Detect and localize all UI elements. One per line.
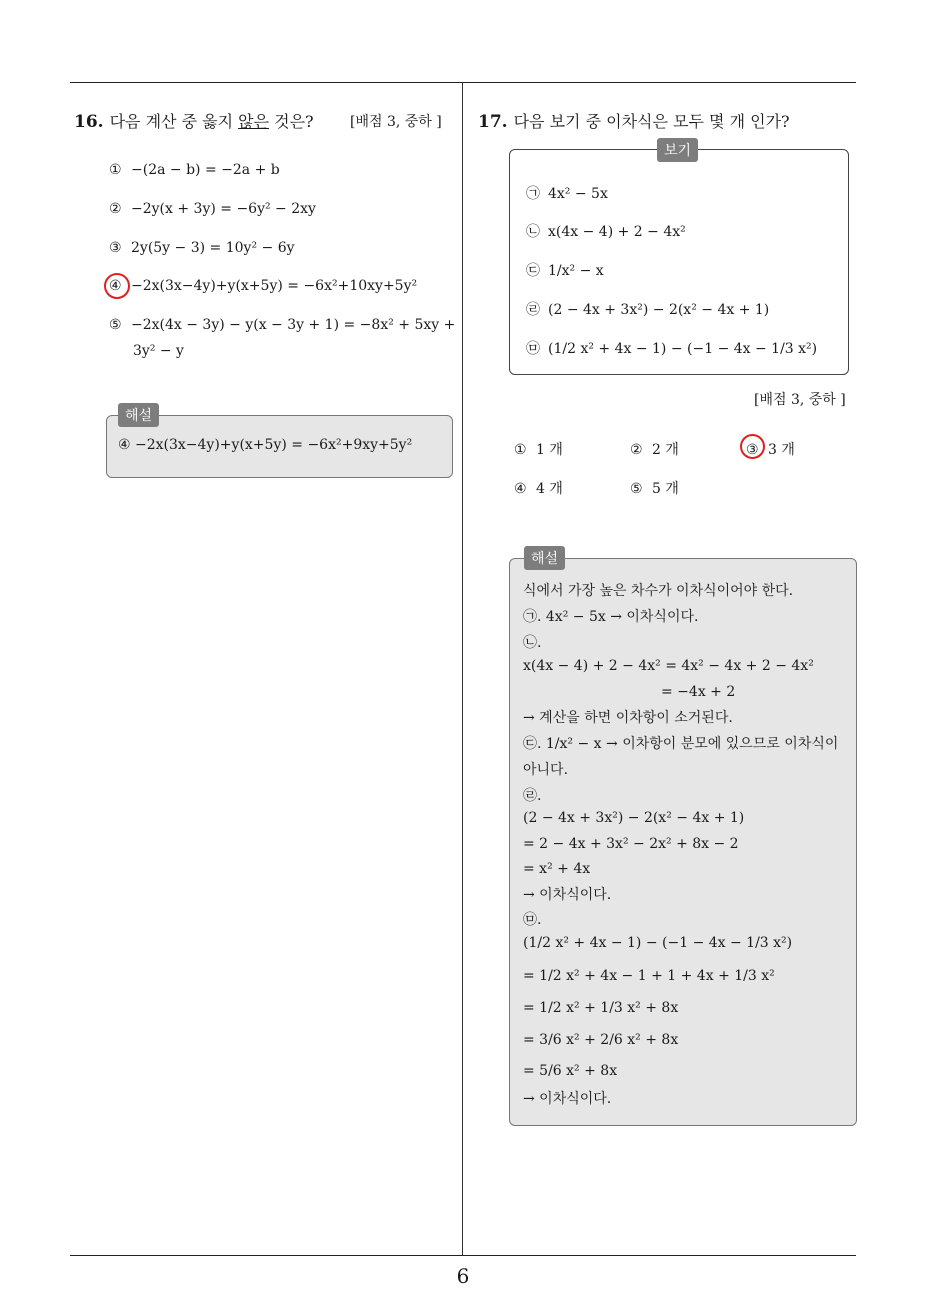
q17-choice-1-text: 1 개	[536, 442, 563, 458]
q17-header	[478, 109, 790, 132]
q17-sol-line-11: = 2 − 4x + 3x² − 2x² + 8x − 2	[523, 836, 739, 852]
q17-item-3-text: 1/x² − x	[548, 263, 604, 279]
q16-choice-2-text: −2y(x + 3y) = −6y² − 2xy	[131, 201, 316, 217]
q16-solution-tag: 해설	[118, 403, 159, 427]
q17-choice-3-num: ③	[746, 442, 759, 458]
q17-sol-line-2: ㉠. 4x² − 5x → 이차식이다.	[523, 609, 699, 625]
q17-choice-1-num: ①	[514, 442, 527, 458]
q17-sol-line-15: (1/2 x² + 4x − 1) − (−1 − 4x − 1/3 x²)	[523, 935, 793, 951]
q17-item-4-text: (2 − 4x + 3x²) − 2(x² − 4x + 1)	[548, 302, 770, 318]
q17-item-4	[526, 299, 769, 319]
q17-sol-line-14: ㉤.	[523, 912, 542, 928]
q16-number: 16.	[74, 112, 104, 132]
q17-sol-line-8: 아니다.	[523, 762, 569, 778]
q17-sol-line-19: = 5/6 x² + 8x	[523, 1063, 618, 1079]
q16-prompt-post: 것은?	[269, 112, 314, 131]
q16-choice-5-num: ⑤	[109, 317, 122, 333]
q17-sol-line-1: 식에서 가장 높은 차수가 이차식이어야 한다.	[523, 583, 794, 599]
q17-item-3	[526, 260, 604, 280]
q17-sol-line-16: = 1/2 x² + 4x − 1 + 1 + 4x + 1/3 x²	[523, 968, 775, 984]
q17-sol-line-17: = 1/2 x² + 1/3 x² + 8x	[523, 1000, 679, 1016]
q17-item-5-text: (1/2 x² + 4x − 1) − (−1 − 4x − 1/3 x²)	[548, 341, 818, 357]
q16-choice-3-text: 2y(5y − 3) = 10y² − 6y	[131, 240, 295, 256]
q17-prompt: 다음 보기 중 이차식은 모두 몇 개 인가?	[513, 112, 790, 131]
q17-choice-5[interactable]	[630, 478, 679, 498]
q17-item-1	[526, 183, 608, 203]
q17-choice-3-text: 3 개	[768, 442, 795, 458]
page-number: 6	[456, 1264, 470, 1288]
q17-item-4-mark: ㉣	[526, 302, 540, 318]
q17-sol-line-12: = x² + 4x	[523, 861, 591, 877]
bottom-rule	[70, 1255, 856, 1256]
q16-answer-mark	[104, 273, 130, 299]
q17-sol-line-13: → 이차식이다.	[523, 887, 612, 903]
q17-sol-line-18: = 3/6 x² + 2/6 x² + 8x	[523, 1032, 679, 1048]
q17-item-1-text: 4x² − 5x	[548, 186, 608, 202]
q17-sol-line-9: ㉣.	[523, 788, 542, 804]
q16-header	[74, 109, 314, 132]
q16-choice-4-text: −2x(3x−4y)+y(x+5y) = −6x²+10xy+5y²	[131, 278, 418, 294]
q16-choice-5-text: −2x(4x − 3y) − y(x − 3y + 1) = −8x² + 5xy +	[131, 317, 456, 333]
column-divider	[462, 83, 463, 1255]
q17-choice-2[interactable]	[630, 439, 679, 459]
q17-solution-tag: 해설	[524, 546, 565, 570]
q16-choice-5[interactable]	[109, 317, 455, 333]
q16-score: [배점 3, 중하 ]	[350, 114, 442, 130]
q17-choice-4-num: ④	[514, 481, 527, 497]
q17-number: 17.	[478, 112, 508, 132]
q17-sol-line-3: ㉡.	[523, 635, 542, 651]
q17-choice-2-num: ②	[630, 442, 643, 458]
q17-item-5-mark: ㉤	[526, 341, 540, 357]
q17-sol-line-6: → 계산을 하면 이차항이 소거된다.	[523, 710, 733, 726]
q17-sol-line-5: = −4x + 2	[661, 684, 736, 700]
q17-sol-line-20: → 이차식이다.	[523, 1091, 612, 1107]
q17-item-2	[526, 221, 686, 241]
q17-sol-line-7: ㉢. 1/x² − x → 이차항이 분모에 있으므로 이차식이	[523, 736, 839, 752]
q16-choice-4-num: ④	[109, 278, 122, 294]
q16-prompt-pre: 다음 계산 중 옳지	[109, 112, 239, 131]
q17-answer-mark	[740, 434, 765, 459]
q16-choice-5-cont: 3y² − y	[133, 343, 184, 359]
q16-choice-1-text: −(2a − b) = −2a + b	[131, 162, 280, 178]
q17-choice-2-text: 2 개	[652, 442, 679, 458]
q17-item-2-text: x(4x − 4) + 2 − 4x²	[548, 224, 686, 240]
q17-sol-line-10: (2 − 4x + 3x²) − 2(x² − 4x + 1)	[523, 810, 745, 826]
q17-choice-4[interactable]	[514, 478, 563, 498]
q16-choice-3[interactable]	[109, 240, 295, 256]
q17-item-3-mark: ㉢	[526, 263, 540, 279]
q17-item-1-mark: ㉠	[526, 186, 540, 202]
q16-choice-1[interactable]	[109, 162, 280, 178]
q17-example-tag: 보기	[657, 138, 698, 162]
q16-choice-1-num: ①	[109, 162, 122, 178]
q17-score: [배점 3, 중하 ]	[754, 392, 846, 408]
q16-choice-2-num: ②	[109, 201, 122, 217]
q16-solution-text: ④ −2x(3x−4y)+y(x+5y) = −6x²+9xy+5y²	[118, 437, 413, 453]
q16-choice-3-num: ③	[109, 240, 122, 256]
q17-choice-5-text: 5 개	[652, 481, 679, 497]
q16-choice-2[interactable]	[109, 201, 316, 217]
q16-prompt-underlined: 않은	[238, 112, 270, 131]
q17-item-2-mark: ㉡	[526, 224, 540, 240]
top-rule	[70, 82, 856, 83]
q17-choice-5-num: ⑤	[630, 481, 643, 497]
q16-choice-4[interactable]	[109, 278, 417, 294]
q17-choice-4-text: 4 개	[536, 481, 563, 497]
q17-choice-1[interactable]	[514, 439, 563, 459]
q17-item-5	[526, 338, 817, 358]
q17-sol-line-4: x(4x − 4) + 2 − 4x² = 4x² − 4x + 2 − 4x²	[523, 658, 814, 674]
